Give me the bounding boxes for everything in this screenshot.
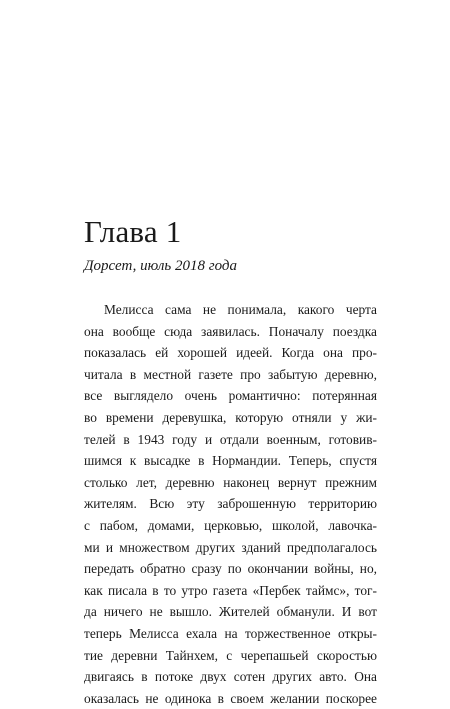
text-line: двигаясь в потоке двух сотен других авто. Она <box>84 669 377 685</box>
chapter-subtitle: Дорсет, июль 2018 года <box>84 258 237 274</box>
text-line: во времени деревушка, которую отняли у жи- <box>84 409 377 425</box>
text-line: оказалась не одинока в своем желании поскорее <box>84 690 377 706</box>
text-line: читала в местной газете про забытую деревню, <box>84 366 377 382</box>
text-line: да ничего не вышло. Жителей обманули. И вот <box>84 604 377 620</box>
text-line: шимся к высадке в Нормандии. Теперь, спустя <box>84 453 377 469</box>
text-line: показалась ей хорошей идеей. Когда она про- <box>84 345 377 361</box>
text-line: с пабом, домами, церковью, школой, лавочка- <box>84 517 377 533</box>
chapter-title: Глава 1 <box>84 214 182 249</box>
text-line: передать обратно сразу по окончании войны, но, <box>84 561 377 577</box>
text-line: Мелисса сама не понимала, какого черта <box>104 302 377 317</box>
text-line: столько лет, деревню наконец вернут прежним <box>84 474 377 490</box>
text-line: ми и множеством других зданий предполагалось <box>84 539 377 555</box>
text-line: она вообще сюда заявилась. Поначалу поездка <box>84 323 377 339</box>
text-line: теперь Мелисса ехала на торжественное откры- <box>84 625 377 641</box>
chapter-body-text <box>84 299 377 709</box>
text-line: жителям. Всю эту заброшенную территорию <box>84 496 377 512</box>
text-line: телей в 1943 году и отдали военным, готовив- <box>84 431 377 447</box>
text-line: все выглядело очень романтично: потерянная <box>84 388 377 404</box>
text-line: тие деревни Тайнхем, с черепашьей скоростью <box>84 647 377 663</box>
text-line: как писала в то утро газета «Пербек таймс», тог- <box>84 582 377 598</box>
